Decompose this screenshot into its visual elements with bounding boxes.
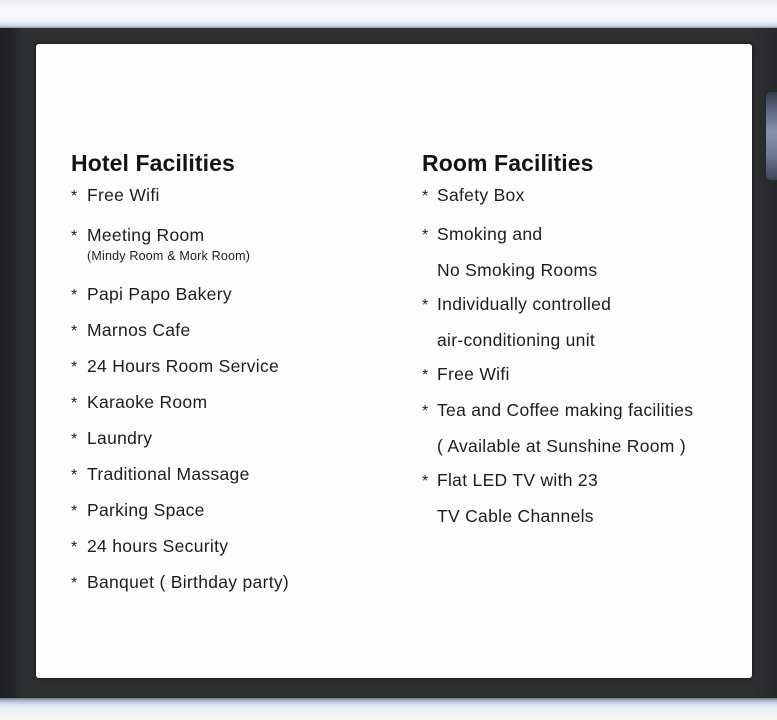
bullet-asterisk: * (71, 467, 78, 484)
bullet-asterisk: * (71, 359, 78, 376)
bullet-asterisk: * (422, 297, 429, 314)
list-item-continuation (422, 329, 762, 351)
list-item-label: 24 Hours Room Service (87, 356, 280, 376)
bullet-asterisk: * (71, 188, 78, 205)
bullet-asterisk: * (71, 323, 78, 340)
list-item-label: Safety Box (437, 185, 525, 205)
list-item-label: air-conditioning unit (437, 330, 596, 350)
list-item-label: Individually controlled (437, 294, 612, 314)
bullet-asterisk: * (71, 575, 78, 592)
bullet-asterisk: * (422, 227, 429, 244)
list-item (422, 223, 762, 247)
list-item (71, 184, 411, 208)
bullet-asterisk: * (71, 228, 78, 245)
list-item-label: Karaoke Room (87, 392, 208, 412)
bottom-edge-strip (0, 698, 777, 720)
hotel-facilities-title: Hotel Facilities (71, 150, 235, 176)
top-edge-strip (0, 0, 777, 28)
list-item-sublabel: (Mindy Room & Mork Room) (87, 249, 251, 263)
list-item (71, 463, 411, 487)
list-item (71, 535, 411, 559)
slide-content (36, 44, 752, 678)
list-item (71, 319, 411, 343)
list-item (422, 363, 762, 387)
list-item-label: Tea and Coffee making facilities (437, 400, 694, 420)
list-item-label: ( Available at Sunshine Room ) (437, 436, 686, 456)
bullet-asterisk: * (422, 473, 429, 490)
list-item-subnote (71, 248, 411, 264)
list-item-label: Flat LED TV with 23 (437, 470, 598, 490)
list-item (422, 399, 762, 423)
list-item (71, 391, 411, 415)
bullet-asterisk: * (71, 503, 78, 520)
list-item (422, 184, 762, 208)
list-item-continuation (422, 259, 762, 281)
bullet-asterisk: * (71, 431, 78, 448)
hotel-facilities-section (71, 148, 411, 607)
bullet-asterisk: * (422, 403, 429, 420)
list-item (71, 355, 411, 379)
bullet-asterisk: * (71, 539, 78, 556)
list-item-continuation (422, 505, 762, 527)
list-item (71, 571, 411, 595)
slide-page (36, 44, 752, 678)
bullet-asterisk: * (71, 287, 78, 304)
list-item (422, 293, 762, 317)
list-item (71, 224, 411, 248)
list-item (71, 427, 411, 451)
list-item (71, 283, 411, 307)
list-item-label: Laundry (87, 428, 153, 448)
bullet-asterisk: * (71, 395, 78, 412)
list-item-label: Banquet ( Birthday party) (87, 572, 290, 592)
list-item-label: Free Wifi (437, 364, 510, 384)
list-item-label: Free Wifi (87, 185, 160, 205)
scrollbar-thumb[interactable] (765, 91, 777, 181)
list-item-label: Smoking and (437, 224, 543, 244)
bullet-asterisk: * (422, 188, 429, 205)
list-item-label: Marnos Cafe (87, 320, 191, 340)
room-facilities-title: Room Facilities (422, 150, 594, 176)
list-item-continuation (422, 435, 762, 457)
list-item-label: No Smoking Rooms (437, 260, 598, 280)
list-item-label: Traditional Massage (87, 464, 250, 484)
list-item (71, 499, 411, 523)
list-item-label: Parking Space (87, 500, 205, 520)
list-item-label: Papi Papo Bakery (87, 284, 232, 304)
list-item-label: TV Cable Channels (437, 506, 594, 526)
room-facilities-section (422, 148, 762, 539)
list-item-label: 24 hours Security (87, 536, 229, 556)
bullet-asterisk: * (422, 367, 429, 384)
list-item (422, 469, 762, 493)
list-item-label: Meeting Room (87, 225, 205, 245)
